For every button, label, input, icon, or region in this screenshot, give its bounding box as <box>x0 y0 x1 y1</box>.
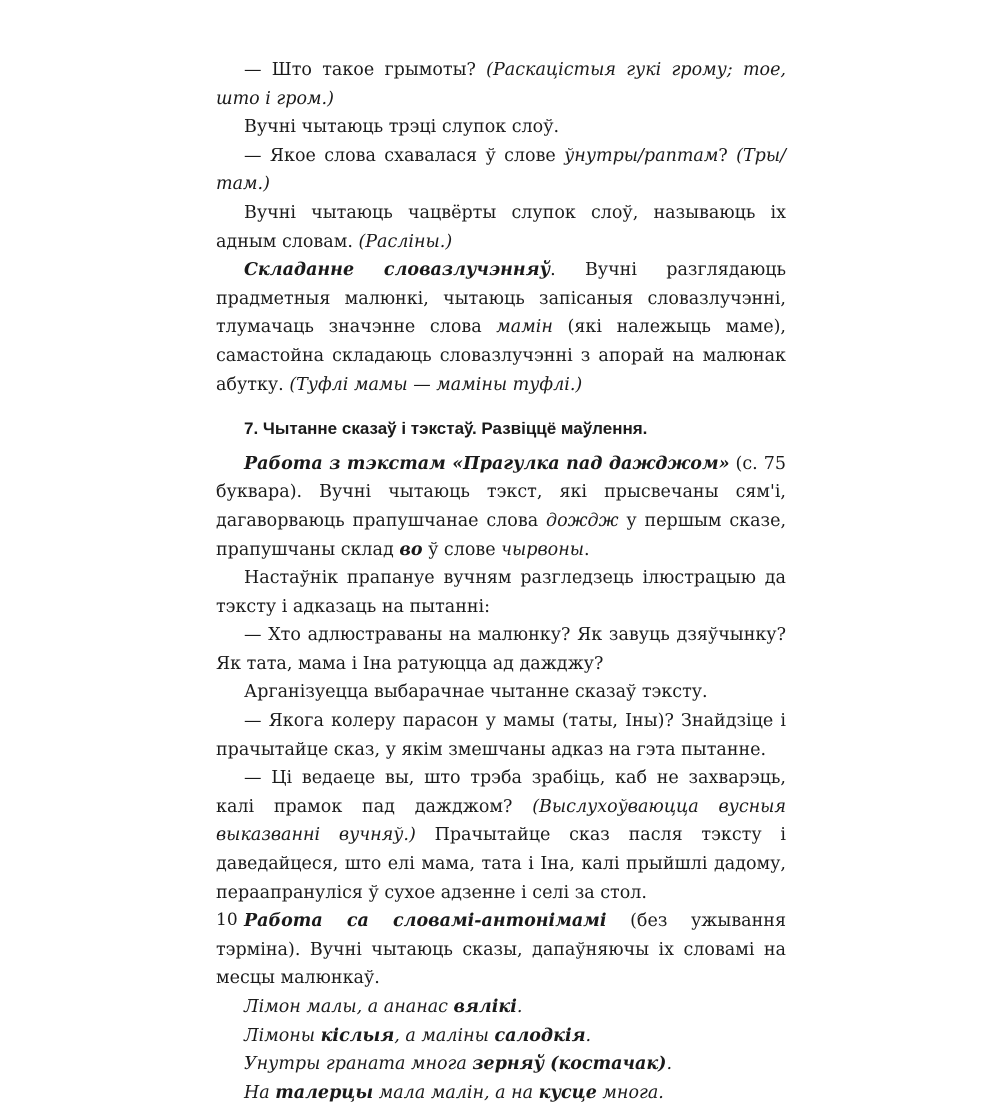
answer-italic: (Туфлі мамы — маміны туфлі.) <box>289 374 583 395</box>
text: мала малін, а на <box>373 1082 539 1103</box>
paragraph-selective-reading: Арганізуецца выбарачнае чытанне сказаў тэксту. <box>244 682 708 703</box>
text: (с. 75 буквара). Вучні чытаюць тэкст, які прысвечаны сям'і, дагаворваюць прапушчанае слова <box>216 453 786 531</box>
paragraph-question-who: — Хто адлюстраваны на малюнку? Як завуць дзяўчынку? Як тата, мама і Іна ратуюцца ад дажджу? <box>216 625 786 674</box>
answer-italic: (Тры/там.) <box>216 145 786 195</box>
paragraph-question-rain <box>216 764 786 907</box>
page-body <box>216 56 786 1107</box>
word-bold: вялікі <box>453 997 517 1017</box>
word-bold: зерняў (костачак) <box>472 1054 667 1075</box>
paragraph-teacher: Настаўнік прапануе вучням разгледзець ілюстрацыю да тэксту і адказаць на пытанні: <box>216 568 786 617</box>
word-bold: кіслыя <box>320 1025 395 1046</box>
word-bold: салодкія <box>494 1025 586 1046</box>
text: Вучні чытаюць чацвёрты слупок слоў, называюць іх адным словам. <box>216 202 786 252</box>
text: . <box>516 997 523 1017</box>
example-line-4 <box>216 1079 786 1107</box>
word-bold: талерцы <box>275 1082 374 1103</box>
text: Унутры граната многа <box>244 1054 473 1075</box>
text: Лімон малы, а ананас <box>244 997 454 1017</box>
word-italic: чырвоны <box>501 539 584 560</box>
text: На <box>244 1082 276 1103</box>
paragraph-word-combinations <box>216 256 786 399</box>
paragraph-question-umbrella: — Якога колеру парасон у мамы (таты, Іны)? Знайдзіце і прачытайце сказ, у якім змешчаны адказ на гэта пытанне. <box>216 711 786 760</box>
text: . <box>584 539 590 560</box>
text: многа. <box>596 1082 664 1103</box>
text: — Ці ведаеце вы, што трэба зрабіць, каб не захварэць, калі прамок пад дажджом? <box>216 768 786 817</box>
answer-italic: (Расліны.) <box>358 231 453 252</box>
syllable-bold-italic: во <box>399 539 423 560</box>
example-line-2 <box>216 1022 786 1051</box>
text: — Што такое грымоты? <box>244 60 487 80</box>
example-line-1 <box>216 993 786 1022</box>
paragraph-third-column: Вучні чытаюць трэці слупок слоў. <box>244 117 560 138</box>
page-number: 10 <box>216 910 238 930</box>
text: у першым сказе, прапушчаны склад <box>216 510 787 560</box>
text: ў слове <box>422 539 502 560</box>
word-bold: кусце <box>538 1082 597 1103</box>
word-italic: дождж <box>545 510 619 531</box>
section-heading: 7. Чытанне сказаў і тэкстаў. Развіццё маўлення. <box>244 419 648 439</box>
text: Лімоны <box>244 1025 321 1046</box>
paragraph-grymoty <box>216 56 786 113</box>
paragraph-text-work <box>216 450 786 564</box>
text: (без ужывання тэрміна). Вучні чытаюць сказы, дапаўняючы іх словамі на месцы малюнкаў. <box>216 911 786 989</box>
text: ? <box>718 145 737 166</box>
word-italic: ўнутры/раптам <box>564 145 719 166</box>
example-line-3 <box>216 1050 786 1079</box>
lead-bold-italic: Складанне словазлучэнняў <box>244 260 551 281</box>
text: (які належыць маме), самастойна складаюць словазлучэнні з апорай на малюнак абутку. <box>216 317 786 395</box>
text: Прачытайце сказ пасля тэксту і даведайцеся, што елі мама, тата і Іна, калі прыйшлі дадому, пераапрануліся ў сухое адзенне і селі за стол. <box>216 825 786 903</box>
word-italic: мамін <box>496 317 553 338</box>
lead-bold-italic: Работа з тэкстам «Прагулка пад дажджом» <box>244 453 730 474</box>
text: . <box>666 1054 673 1075</box>
paragraph-hidden-word <box>216 142 786 199</box>
lead-bold-italic: Работа са словамі-антонімамі <box>244 911 607 932</box>
text: , а маліны <box>394 1025 495 1046</box>
text: . <box>585 1025 592 1046</box>
answer-italic: (Раскацістыя гукі грому; тое, што і гром.) <box>216 60 786 109</box>
paragraph-antonyms <box>216 907 786 993</box>
answer-italic: (Выслухоўваюцца вусныя выказванні вучняў.) <box>216 796 786 846</box>
text: — Якое слова схавалася ў слове <box>244 145 565 166</box>
paragraph-fourth-column <box>216 199 786 256</box>
text: . Вучні разглядаюць прадметныя малюнкі, чытаюць запісаныя словазлучэнні, тлумачаць значэнне слова <box>216 260 786 338</box>
